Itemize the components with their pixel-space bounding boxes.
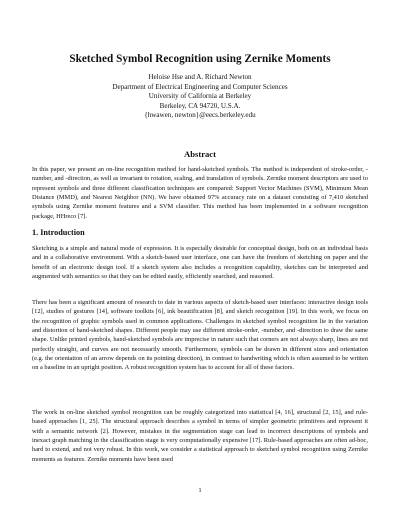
section-heading-introduction: 1. Introduction — [32, 228, 85, 237]
affiliation-university: University of California at Berkeley — [148, 92, 252, 100]
paper-title: Sketched Symbol Recognition using Zernike Moments — [69, 53, 331, 65]
affiliation-address: Berkeley, CA 94720, U.S.A. — [159, 101, 241, 110]
abstract-heading: Abstract — [184, 149, 216, 159]
page-number: 1 — [198, 487, 202, 494]
author-block — [0, 73, 400, 121]
intro-paragraph-3: The work in on-line sketched symbol recognition can be roughly categorized into statistical [4, 16], structural [2, 15], and rule-based approaches [1, 25]. The structural approach describes a symbol in terms of simpler geometric primitives and represent it with a semantic network [2]. However, mistakes in the segmentation stage can lead to incorrect descriptions of symbols and inexact graph matching in the classification stage is very computationally expensive [17]. Rule-based approaches are often ad-hoc, hard to extend, and not very robust. In this work, we consider a statistical approach to sketched symbol recognition using Zernike moments as features. Zernike moments have been used — [32, 409, 368, 463]
intro-paragraph-1: Sketching is a simple and natural mode of expression. It is especially desirable for conceptual design, both on an individual basis and in a collaborative environment. With a sketch-based user interface, one can have the freedom of sketching on paper and the benefit of an electronic design tool. If a sketch system also includes a recognition capability, sketches can be interpreted and augmented with semantics so that they can be edited easily, efficiently searched, and reasoned. — [32, 245, 368, 281]
intro-paragraph-2: There has been a significant amount of research to date in various aspects of sketch-based user interfaces: interactive design tools [12], studies of gestures [14], software toolkits [6], ink beautification [8], and sketch recognition [19]. In this work, we focus on the recognition of graphic symbols used in common applications. Challenges in sketched symbol recognition lie in the variation and distortion of hand-sketched shapes. Different people may use different stroke-order, -number, and -direction to draw the same shape. Unlike printed symbols, hand-sketched symbols are imprecise in nature such that corners are not always sharp, lines are not perfectly straight, and curves are not necessarily smooth. Furthermore, symbols can be drawn in different sizes and orientation (e.g. the orientation of an arrow depends on its pointing direction), in contrast to handwriting which is often assumed to be written on a baseline in an upright position. A robust recognition system has to account for all of these factors. — [32, 299, 368, 372]
author-names: Heloise Hse and A. Richard Newton — [148, 73, 252, 81]
abstract-text: In this paper, we present an on-line recognition method for hand-sketched symbols. The method is independent of stroke-order, -number, and -direction, as well as invariant to rotation, scaling, and translation of symbols. Zernike moment descriptors are used to represent symbols and three different classification techniques are compared: Support Vector Machines (SVM), Minimum Mean Distance (MMD), and Nearest Neighbor (NN). We have obtained 97% accuracy rate on a dataset consisting of 7,410 sketched symbols using Zernike moment features and a SVM classifier. This method has been implemented in a software recognition package, HHreco [7]. — [32, 166, 368, 220]
author-emails: {hwawen, newton}@eecs.berkeley.edu — [144, 111, 256, 119]
affiliation-department: Department of Electrical Engineering and Computer Sciences — [112, 82, 288, 91]
